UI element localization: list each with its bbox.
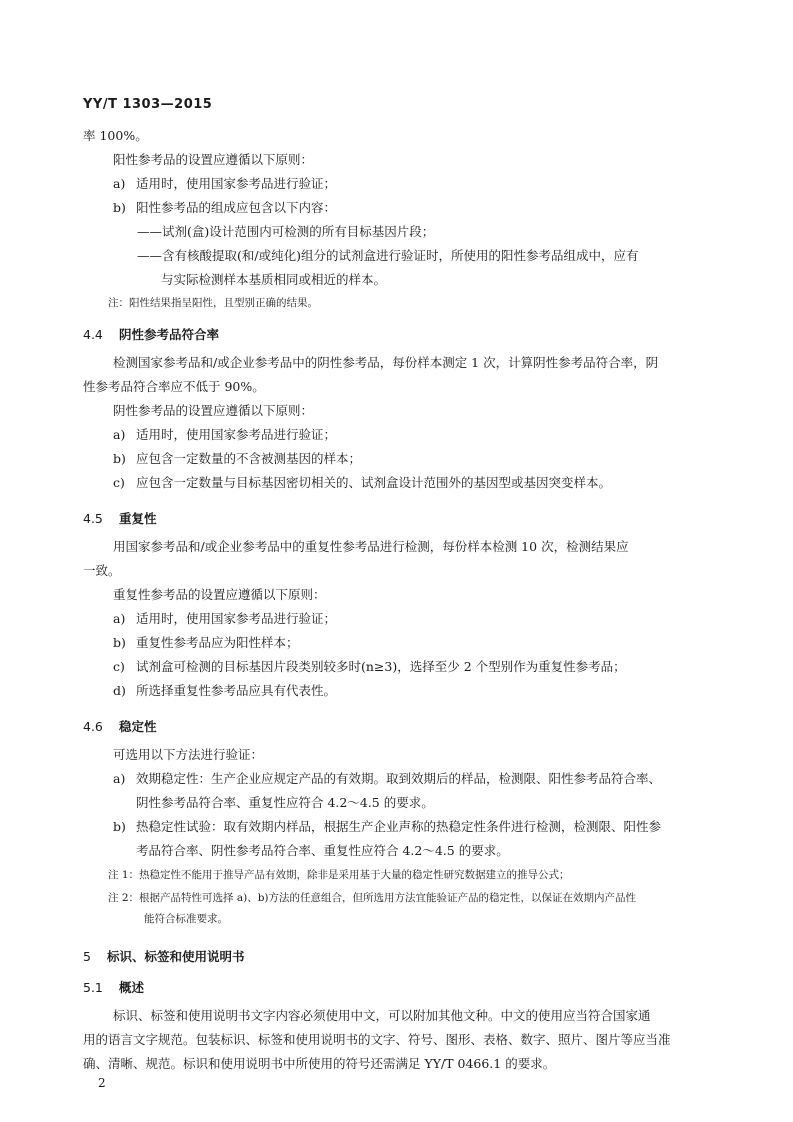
note-2-continuation: 能符合标准要求。 — [144, 913, 228, 925]
list-item-text: 重复性参考品应为阳性样本； — [136, 635, 299, 650]
list-item — [113, 426, 336, 444]
section-number: 4.5 — [83, 511, 103, 526]
principle-intro: 阴性参考品的设置应遵循以下原则： — [113, 403, 314, 418]
list-item-text: 试剂盒可检测的目标基因片段类别较多时(n≥3)，选择至少 2 个型别作为重复性参考品； — [136, 659, 626, 674]
method-intro: 可选用以下方法进行验证： — [113, 747, 264, 762]
list-item-label: a) — [113, 176, 126, 191]
section-number: 5.1 — [83, 980, 103, 995]
section-heading-4-5 — [83, 509, 157, 527]
list-item — [113, 658, 626, 676]
list-item-label: a) — [113, 427, 126, 442]
dash-item: ——试剂(盒)设计范围内可检测的所有目标基因片段； — [137, 224, 435, 239]
list-item-text: 热稳定性试验：取有效期内样品，根据生产企业声称的热稳定性条件进行检测，检测限、阳性参 — [136, 819, 662, 834]
list-item-continuation: 考品符合率、阴性参考品符合率、重复性应符合 4.2～4.5 的要求。 — [136, 843, 509, 858]
section-number: 4.4 — [83, 327, 103, 342]
list-item-label: b) — [113, 819, 126, 834]
list-item — [113, 175, 336, 193]
section-title: 概述 — [119, 980, 145, 995]
list-item — [113, 199, 336, 217]
list-item-label: a) — [113, 611, 126, 626]
standard-number-header: YY/T 1303—2015 — [83, 97, 213, 112]
principle-intro: 阳性参考品的设置应遵循以下原则： — [113, 152, 314, 167]
paragraph-line: 确、清晰、规范。标识和使用说明书中所使用的符号还需满足 YY/T 0466.1 的要求。 — [83, 1056, 556, 1071]
list-item-label: b) — [113, 635, 126, 650]
list-item-label: b) — [113, 451, 126, 466]
list-item — [113, 634, 299, 652]
section-heading-5-1 — [83, 978, 144, 996]
section-title: 稳定性 — [119, 719, 157, 734]
note: 注：阳性结果指呈阳性，且型别正确的结果。 — [108, 297, 318, 309]
list-item — [113, 682, 336, 700]
list-item-label: c) — [113, 659, 125, 674]
paragraph-line: 一致。 — [83, 563, 121, 578]
note-1: 注 1：热稳定性不能用于推导产品有效期，除非是采用基于大量的稳定性研究数据建立的推导公式； — [108, 869, 570, 881]
list-item-text: 适用时，使用国家参考品进行验证； — [136, 611, 337, 626]
page-number: 2 — [98, 1076, 106, 1090]
list-item — [113, 450, 361, 468]
paragraph-line: 标识、标签和使用说明书文字内容必须使用中文，可以附加其他文种。中文的使用应当符合国家通 — [113, 1008, 651, 1023]
list-item-text: 效期稳定性：生产企业应规定产品的有效期。取到效期后的样品，检测限、阳性参考品符合率、 — [136, 771, 662, 786]
paragraph-line: 检测国家参考品和/或企业参考品中的阴性参考品，每份样本测定 1 次，计算阴性参考品符合率，阴 — [113, 355, 659, 370]
list-item — [113, 770, 661, 788]
section-title: 阴性参考品符合率 — [119, 327, 220, 342]
section-number: 5 — [83, 949, 91, 964]
section-heading-4-4 — [83, 325, 219, 343]
list-item-text: 应包含一定数量的不含被测基因的样本； — [136, 451, 362, 466]
list-item-continuation: 阴性参考品符合率、重复性应符合 4.2～4.5 的要求。 — [136, 795, 434, 810]
list-item-text: 适用时，使用国家参考品进行验证； — [136, 427, 337, 442]
list-item — [113, 818, 661, 836]
list-item-text: 所选择重复性参考品应具有代表性。 — [136, 683, 337, 698]
note-2: 注 2：根据产品特性可选择 a)、b)方法的任意组合，但所选用方法宜能验证产品的稳定性，以保证在效期内产品性 — [108, 892, 637, 904]
list-item — [113, 610, 336, 628]
list-item-label: d) — [113, 683, 126, 698]
dash-item: ——含有核酸提取(和/或纯化)组分的试剂盒进行验证时，所使用的阳性参考品组成中，应有 — [137, 248, 639, 263]
list-item-text: 阳性参考品的组成应包含以下内容： — [136, 200, 337, 215]
list-item-text: 适用时，使用国家参考品进行验证； — [136, 176, 337, 191]
paragraph-line: 性参考品符合率应不低于 90%。 — [83, 379, 265, 394]
list-item — [113, 474, 611, 492]
section-title: 重复性 — [119, 511, 157, 526]
section-number: 4.6 — [83, 719, 103, 734]
list-item-label: c) — [113, 475, 125, 490]
principle-intro: 重复性参考品的设置应遵循以下原则： — [113, 587, 326, 602]
section-heading-4-6 — [83, 717, 157, 735]
list-item-text: 应包含一定数量与目标基因密切相关的、试剂盒设计范围外的基因型或基因突变样本。 — [136, 475, 612, 490]
section-title: 标识、标签和使用说明书 — [107, 949, 245, 964]
list-item-label: b) — [113, 200, 126, 215]
paragraph-line: 用的语言文字规范。包装标识、标签和使用说明书的文字、符号、图形、表格、数字、照片、图片等应当准 — [83, 1032, 671, 1047]
paragraph-line: 用国家参考品和/或企业参考品中的重复性参考品进行检测，每份样本检测 10 次，检测结果应 — [113, 539, 629, 554]
list-item-label: a) — [113, 771, 126, 786]
paragraph-line: 率 100%。 — [83, 128, 148, 143]
dash-item-continuation: 与实际检测样本基质相同或相近的样本。 — [161, 272, 387, 287]
section-heading-5 — [83, 947, 245, 965]
